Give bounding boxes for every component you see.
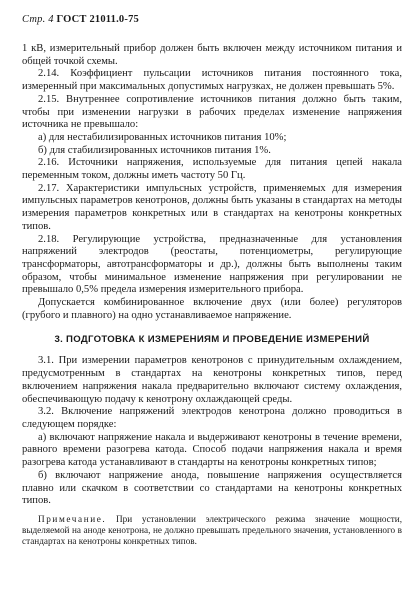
standard-number: ГОСТ 21011.0-75 <box>56 14 139 25</box>
paragraph-2-15: 2.15. Внутреннее сопротивление источников питания должно быть таким, чтобы при изменении нагрузки в рабочих пределах изменение напряжения источника не превышало: <box>22 93 402 131</box>
paragraph-2-18: 2.18. Регулирующие устройства, предназначенные для установления напряжений электродов (реостаты, потенциометры, регулирующие трансформаторы, автотрансформаторы и др.), должны быть выполнены таким образом, чтобы минимальное изменение напряжения при регулировании не превышало 0,5% предела измерения измерительного прибора. <box>22 233 402 296</box>
paragraph-2-14: 2.14. Коэффициент пульсации источников питания постоянного тока, измеренный при максимальных допустимых нагрузках, не должен превышать 5%. <box>22 68 402 93</box>
paragraph-combined-regulators: Допускается комбинированное включение двух (или более) регуляторов (грубого и плавного) на одно устанавливаемое напряжение. <box>22 297 402 321</box>
item-a-unstabilized: а) для нестабилизированных источников питания 10%; <box>38 131 287 143</box>
page-number: Стр. 4 <box>22 14 54 25</box>
note-lead: Примечание. <box>38 513 107 524</box>
paragraph-2-17: 2.17. Характеристики импульсных устройств, применяемых для измерения импульсных параметров кенотронов, должны быть указаны в стандартах на методы измерения параметров конкретных или в стандартах на кенотроны конкретных типов. <box>22 182 402 232</box>
paragraph-continuation: 1 кВ, измерительный прибор должен быть включен между источником питания и общей точкой схемы. <box>22 43 402 67</box>
paragraph-2-16: 2.16. Источники напряжения, используемые для питания цепей накала переменным током, должны иметь частоту 50 Гц. <box>22 157 402 182</box>
section-title: 3. ПОДГОТОВКА К ИЗМЕРЕНИЯМ И ПРОВЕДЕНИЕ ИЗМЕРЕНИЙ <box>54 334 370 346</box>
item-b-stabilized: б) для стабилизированных источников питания 1%. <box>38 144 271 156</box>
note <box>22 514 402 547</box>
page-header <box>22 14 402 25</box>
note-text: При установлении электрического режима значение мощности, выделяемой на аноде кенотрона, не должно превышать предельного значения, установленного в стандартах на кенотроны конкретных типов. <box>22 513 402 546</box>
item-a-filament: а) включают напряжение накала и выдерживают кенотроны в течение времени, равного времени разогрева катода. Способ подачи напряжения накала и время разогрева катода устанавливают в стандарты на кенотроны конкретных типов; <box>22 431 402 469</box>
item-b-anode: б) включают напряжение анода, повышение напряжения осуществляется плавно или скачком в соответствии со стандартами на кенотроны конкретных типов. <box>22 469 402 507</box>
paragraph-3-1: 3.1. При измерении параметров кенотронов с принудительным охлаждением, предусмотренным в стандартах на кенотроны конкретных типов, перед включением напряжения накала предварительно включают систему охлаждения, обеспечивающую подачу к кенотрону охлаждающей среды. <box>22 355 402 405</box>
paragraph-3-2: 3.2. Включение напряжений электродов кенотрона должно проводиться в следующем порядке: <box>22 406 402 430</box>
